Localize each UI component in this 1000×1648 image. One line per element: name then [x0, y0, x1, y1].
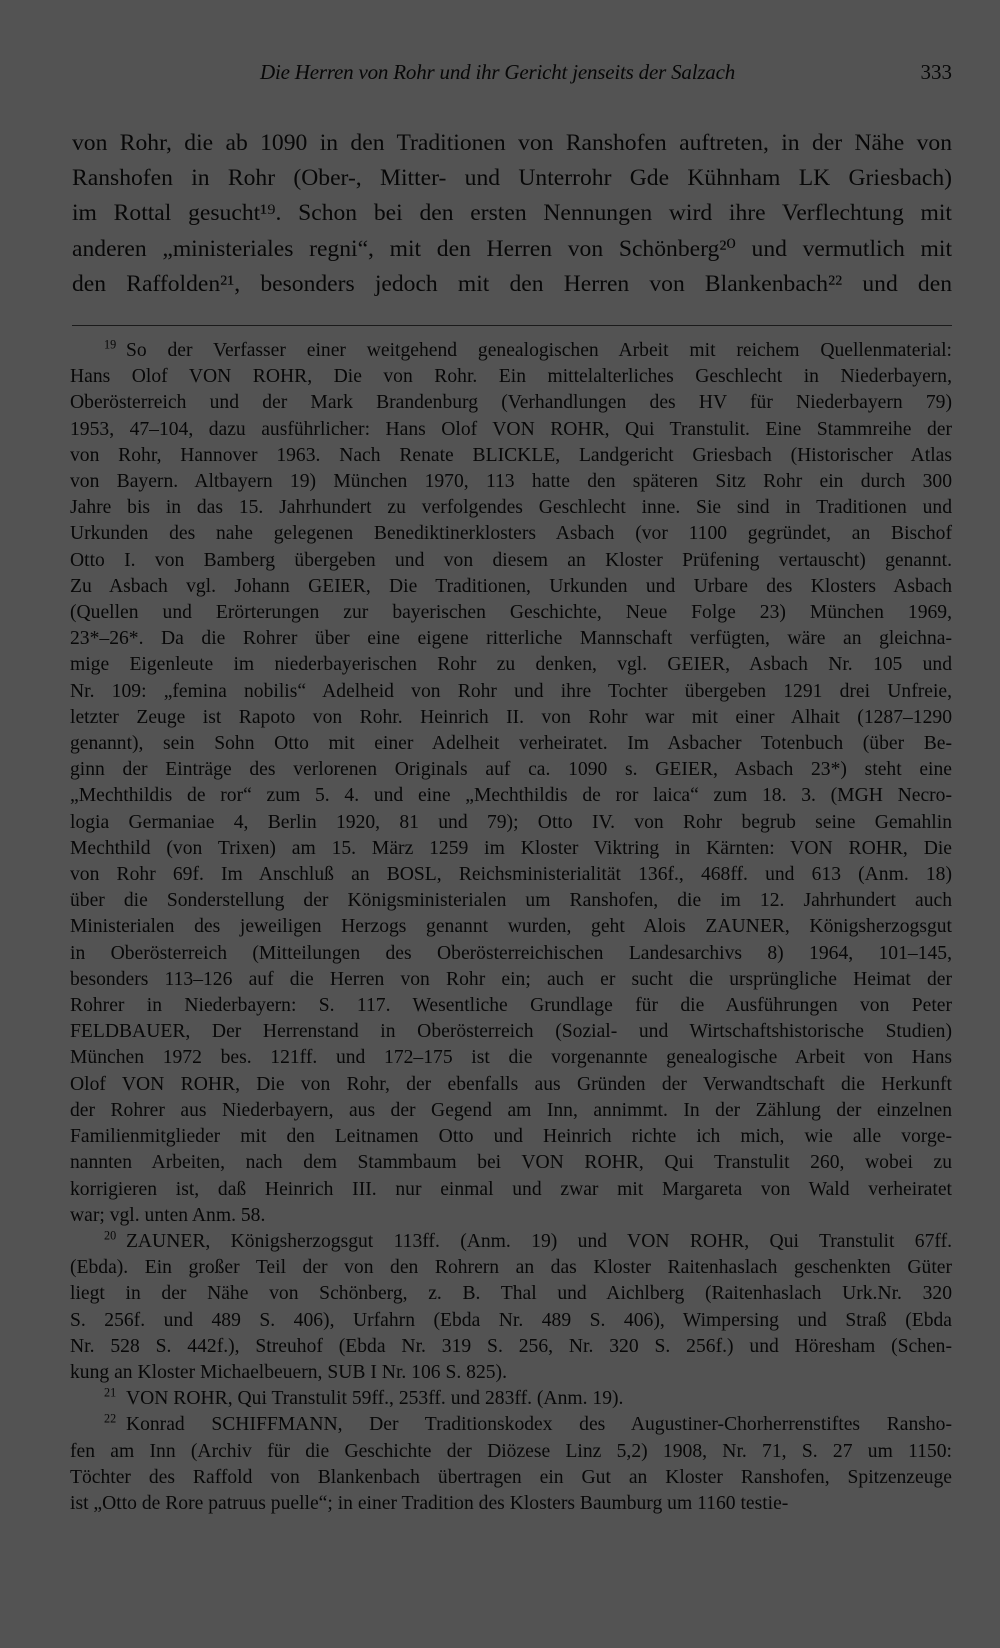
footnote-text: Ministerialen des jeweiligen Herzogs genannt wurden, geht Alois ZAUNER, Königsherzogsgut	[70, 916, 952, 938]
footnote-text: Jahre bis in das 15. Jahrhundert zu verfolgendes Geschlecht inne. Sie sind in Traditionen und	[70, 497, 952, 519]
footnote-line	[70, 1150, 952, 1176]
footnote-text: ZAUNER, Königsherzogsgut 113ff. (Anm. 19) und VON ROHR, Qui Transtulit 67ff.	[125, 1230, 952, 1252]
running-title: Die Herren von Rohr und ihr Gericht jenseits der Salzach	[260, 60, 736, 84]
footnote-line	[70, 1045, 952, 1071]
footnote-text: Urkunden des nahe gelegenen Benediktinerklosters Asbach (vor 1100 gegründet, an Bischof	[70, 523, 952, 545]
page-number: 333	[920, 60, 952, 84]
footnote-text: Olof VON ROHR, Die von Rohr, der ebenfalls aus Gründen der Verwandtschaft die Herkunft	[70, 1073, 952, 1095]
footnote-marker: 22	[104, 1411, 117, 1426]
footnote-text: (Ebda). Ein großer Teil der von den Rohrern an das Kloster Raitenhaslach geschenkten Güter	[70, 1257, 952, 1279]
body-line: im Rottal gesucht¹⁹. Schon bei den ersten Nennungen wird ihre Verflechtung mit	[72, 200, 952, 227]
footnote-text: Konrad SCHIFFMANN, Der Traditionskodex des Augustiner-Chorherrenstiftes Ransho-	[125, 1414, 952, 1436]
footnote-line	[70, 417, 952, 443]
footnote-line	[70, 836, 952, 862]
footnote-line	[70, 1255, 952, 1281]
footnote-line	[70, 757, 952, 783]
footnote-text: Zu Asbach vgl. Johann GEIER, Die Traditionen, Urkunden und Urbare des Klosters Asbach	[70, 575, 952, 597]
footnote-text: korrigieren ist, daß Heinrich III. nur einmal und zwar mit Margareta von Wald verheiratet	[70, 1178, 952, 1200]
footnotes	[70, 338, 952, 1517]
footnote-line	[70, 600, 952, 626]
footnote-line	[70, 364, 952, 390]
footnote-line	[70, 705, 952, 731]
main-text	[72, 126, 952, 302]
footnote-line	[70, 390, 952, 416]
footnote-text: Otto I. von Bamberg übergeben und von diesem an Kloster Prüfening vertauscht) genannt.	[70, 549, 952, 571]
footnote-line	[70, 783, 952, 809]
footnote-text: Familienmitglieder mit den Leitnamen Otto und Heinrich richte ich mich, wie alle vorge-	[70, 1126, 952, 1148]
footnote-line	[70, 914, 952, 940]
body-line: Ranshofen in Rohr (Ober-, Mitter- und Unterrohr Gde Kühnham LK Griesbach)	[72, 165, 952, 192]
footnote-text: Mechthild (von Trixen) am 15. März 1259 im Kloster Viktring in Kärnten: VON ROHR, Die	[70, 837, 952, 859]
body-line: den Raffolden²¹, besonders jedoch mit den Herren von Blankenbach²² und den	[72, 270, 952, 297]
footnote-line	[70, 1177, 952, 1203]
footnote-text: Nr. 528 S. 442f.), Streuhof (Ebda Nr. 319 S. 256, Nr. 320 S. 256f.) und Höresham (Schen-	[70, 1335, 952, 1357]
running-header	[72, 60, 952, 90]
footnote-separator	[72, 325, 952, 326]
footnote-text: nannten Arbeiten, nach dem Stammbaum bei VON ROHR, Qui Transtulit 260, wobei zu	[70, 1152, 952, 1174]
footnote-line	[70, 810, 952, 836]
footnote-line	[70, 1439, 952, 1465]
body-line: anderen „ministeriales regni“, mit den Herren von Schönberg²⁰ und vermutlich mit	[72, 235, 952, 262]
footnote-text: Hans Olof VON ROHR, Die von Rohr. Ein mittelalterliches Geschlecht in Niederbayern,	[70, 366, 952, 388]
footnote-line	[70, 679, 952, 705]
footnote-line	[70, 941, 952, 967]
footnote-marker: 19	[104, 337, 117, 352]
footnote-line	[70, 862, 952, 888]
footnote-text: mige Eigenleute im niederbayerischen Rohr zu denken, vgl. GEIER, Asbach Nr. 105 und	[70, 654, 952, 676]
footnote-text: Rohrer in Niederbayern: S. 117. Wesentliche Grundlage für die Ausführungen von Peter	[70, 995, 952, 1017]
footnote-text: ist „Otto de Rore patruus puelle“; in einer Tradition des Klosters Baumburg um 1160 testie-	[70, 1492, 789, 1514]
footnote-text: von Bayern. Altbayern 19) München 1970, 113 hatte den späteren Sitz Rohr ein durch 300	[70, 471, 952, 493]
footnote-line	[70, 1308, 952, 1334]
footnote-line	[70, 731, 952, 757]
footnote-text: letzter Zeuge ist Rapoto von Rohr. Heinrich II. von Rohr war mit einer Alhait (1287–1290	[70, 706, 952, 728]
footnote-line	[70, 443, 952, 469]
footnote-text: von Rohr, Hannover 1963. Nach Renate BLICKLE, Landgericht Griesbach (Historischer Atlas	[70, 444, 952, 466]
footnote-text: der Rohrer aus Niederbayern, aus der Gegend am Inn, annimmt. In der Zählung der einzelnen	[70, 1099, 952, 1121]
footnote-line	[70, 1465, 952, 1491]
footnote-text: S. 256f. und 489 S. 406), Urfahrn (Ebda Nr. 489 S. 406), Wimpersing und Straß (Ebda	[70, 1309, 952, 1331]
footnote-text: von Rohr 69f. Im Anschluß an BOSL, Reichsministerialität 136f., 468ff. und 613 (Anm. 18)	[70, 864, 952, 886]
footnote-text: besonders 113–126 auf die Herren von Rohr ein; auch er sucht die ursprüngliche Heimat der	[70, 968, 952, 990]
footnote-line	[70, 1072, 952, 1098]
footnote-text: 1953, 47–104, dazu ausführlicher: Hans Olof VON ROHR, Qui Transtulit. Eine Stammreihe der	[70, 418, 952, 440]
body-line: von Rohr, die ab 1090 in den Traditionen von Ranshofen auftreten, in der Nähe von	[72, 130, 952, 156]
footnote-text: logia Germaniae 4, Berlin 1920, 81 und 79); Otto IV. von Rohr begrub seine Gemahlin	[70, 811, 952, 833]
footnote-line	[70, 888, 952, 914]
footnote-text: in Oberösterreich (Mitteilungen des Oberösterreichischen Landesarchivs 8) 1964, 101–145,	[70, 942, 952, 964]
footnote-line	[70, 1124, 952, 1150]
footnote-text: kung an Kloster Michaelbeuern, SUB I Nr. 106 S. 825).	[70, 1361, 507, 1383]
footnote-text: VON ROHR, Qui Transtulit 59ff., 253ff. und 283ff. (Anm. 19).	[125, 1388, 624, 1410]
footnote-text: 23*–26*. Da die Rohrer über eine eigene ritterliche Mannschaft verfügten, wäre an gleichna-	[70, 628, 952, 650]
footnote-text: „Mechthildis de ror“ zum 5. 4. und eine „Mechthildis de ror laica“ zum 18. 3. (MGH Necro-	[70, 785, 952, 807]
footnote-line	[70, 1491, 952, 1517]
footnote-text: genannt), sein Sohn Otto mit einer Adelheit verheiratet. Im Asbacher Totenbuch (über Be-	[70, 733, 952, 755]
footnote-text: Töchter des Raffold von Blankenbach übertragen ein Gut an Kloster Ranshofen, Spitzenzeuge	[70, 1466, 952, 1488]
footnote-text: So der Verfasser einer weitgehend genealogischen Arbeit mit reichem Quellenmaterial:	[125, 340, 952, 361]
footnote-text: über die Sonderstellung der Königsministerialen um Ranshofen, die im 12. Jahrhundert auch	[70, 890, 952, 912]
footnote-text: fen am Inn (Archiv für die Geschichte der Diözese Linz 5,2) 1908, Nr. 71, S. 27 um 1150:	[70, 1440, 952, 1462]
footnote-line	[70, 469, 952, 495]
footnote-line	[70, 495, 952, 521]
footnote-line	[70, 1386, 952, 1412]
footnote-text: liegt in der Nähe von Schönberg, z. B. Thal und Aichlberg (Raitenhaslach Urk.Nr. 320	[70, 1283, 952, 1305]
footnote-line	[70, 338, 952, 364]
footnote-text: Oberösterreich und der Mark Brandenburg (Verhandlungen des HV für Niederbayern 79)	[70, 392, 952, 414]
footnote-line	[70, 1412, 952, 1438]
footnote-text: FELDBAUER, Der Herrenstand in Oberösterreich (Sozial- und Wirtschaftshistorische Studien)	[70, 1021, 952, 1043]
footnote-line	[70, 1334, 952, 1360]
footnote-line	[70, 967, 952, 993]
footnote-text: München 1972 bes. 121ff. und 172–175 ist die vorgenannte genealogische Arbeit von Hans	[70, 1047, 952, 1069]
footnote-text: ginn der Einträge des verlorenen Originals auf ca. 1090 s. GEIER, Asbach 23*) steht eine	[70, 759, 952, 781]
footnote-marker: 21	[104, 1385, 117, 1400]
footnote-text: Nr. 109: „femina nobilis“ Adelheid von Rohr und ihre Tochter übergeben 1291 drei Unfreie,	[70, 680, 952, 702]
footnote-line	[70, 626, 952, 652]
footnote-text: (Quellen und Erörterungen zur bayerischen Geschichte, Neue Folge 23) München 1969,	[70, 602, 952, 624]
footnote-line	[70, 1203, 952, 1229]
footnote-line	[70, 521, 952, 547]
footnote-line	[70, 1229, 952, 1255]
footnote-marker: 20	[104, 1228, 117, 1243]
footnote-text: war; vgl. unten Anm. 58.	[70, 1204, 266, 1226]
footnote-line	[70, 1098, 952, 1124]
footnote-line	[70, 548, 952, 574]
footnote-line	[70, 1281, 952, 1307]
footnote-line	[70, 574, 952, 600]
footnote-line	[70, 993, 952, 1019]
footnote-line	[70, 1360, 952, 1386]
footnote-line	[70, 1019, 952, 1045]
footnote-line	[70, 652, 952, 678]
